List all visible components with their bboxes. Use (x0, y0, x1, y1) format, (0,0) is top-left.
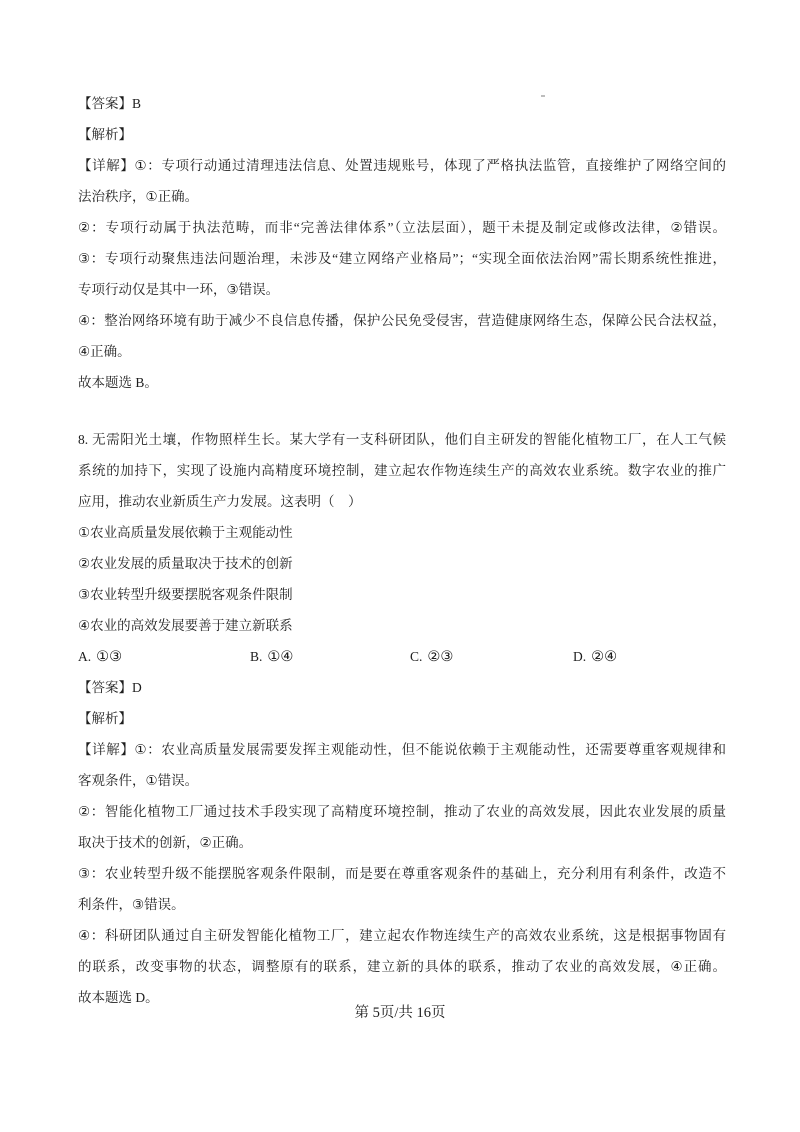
option-value: ②③ (427, 649, 454, 665)
option-label: D. (573, 649, 587, 664)
detail-line: 的联系，改变事物的状态，调整原有的联系，建立新的具体的联系，推动了农业的高效发展，④正确。 (78, 959, 726, 974)
detail-line: ③：农业转型升级不能摆脱客观条件限制，而是要在尊重客观条件的基础上，充分利用有利条件，改造不 (78, 866, 726, 881)
conclusion-line: 故本题选 B。 (78, 375, 158, 390)
option-b (250, 641, 293, 673)
question7-solution (78, 88, 726, 398)
option-d (573, 641, 617, 673)
statement-line: ②农业发展的质量取决于技术的创新 (78, 556, 293, 571)
detail-line: 法治秩序，①正确。 (78, 189, 199, 204)
option-value: ①③ (96, 649, 123, 665)
option-label: C. (410, 649, 423, 664)
question-stem-line: 系统的加持下，实现了设施内高精度环境控制，建立起农作物连续生产的高效农业系统。数字农业的推广 (78, 463, 726, 478)
page-number-indicator: 第 5页/共 16页 (354, 1005, 446, 1021)
question-stem-line: 应用，推动农业新质生产力发展。这表明（ ） (78, 494, 362, 509)
options-row (78, 641, 726, 672)
section-gap (78, 398, 726, 424)
statement-line: ④农业的高效发展要善于建立新联系 (78, 618, 293, 633)
option-label: A. (78, 649, 92, 664)
question-stem-line: 8. 无需阳光土壤，作物照样生长。某大学有一支科研团队，他们自主研发的智能化植物工厂，在人工气候 (78, 432, 726, 447)
detail-line: 专项行动仅是其中一环，③错误。 (78, 282, 280, 297)
detail-line: ②：专项行动属于执法范畴，而非“完善法律体系”（立法层面），题干未提及制定或修改法律，②错误。 (78, 220, 726, 235)
answer-line: 【答案】D (78, 680, 142, 695)
detail-line: ②：智能化植物工厂通过技术手段实现了高精度环境控制，推动了农业的高效发展，因此农业发展的质量 (78, 804, 726, 819)
analysis-label: 【解析】 (78, 127, 132, 142)
detail-line: 取决于技术的创新，②正确。 (78, 835, 253, 850)
conclusion-line: 故本题选 D。 (78, 990, 159, 1005)
page-footer (0, 1001, 800, 1022)
detail-line: 【详解】①：专项行动通过清理违法信息、处置违规账号，体现了严格执法监管，直接维护了网络空间的 (78, 158, 726, 173)
detail-line: ③：专项行动聚焦违法问题治理，未涉及“建立网络产业格局”；“实现全面依法治网”需长期系统性推进， (78, 251, 726, 266)
question8 (78, 424, 726, 1013)
detail-line: 客观条件，①错误。 (78, 773, 199, 788)
detail-line: 【详解】①：农业高质量发展需要发挥主观能动性，但不能说依赖于主观能动性，还需要尊重客观规律和 (78, 742, 726, 757)
answer-line: 【答案】B (78, 96, 142, 111)
statement-line: ①农业高质量发展依赖于主观能动性 (78, 525, 293, 540)
statement-line: ③农业转型升级要摆脱客观条件限制 (78, 587, 293, 602)
detail-line: ④正确。 (78, 344, 131, 359)
page-content (78, 88, 726, 1013)
detail-line: ④：科研团队通过自主研发智能化植物工厂，建立起农作物连续生产的高效农业系统，这是根据事物固有 (78, 928, 726, 943)
option-a (78, 641, 122, 673)
option-value: ②④ (591, 649, 618, 665)
option-label: B. (250, 649, 263, 664)
detail-line: 利条件，③错误。 (78, 897, 185, 912)
option-c (410, 641, 453, 673)
detail-line: ④：整治网络环境有助于减少不良信息传播，保护公民免受侵害，营造健康网络生态，保障公民合法权益， (78, 313, 726, 328)
option-value: ①④ (267, 649, 294, 665)
analysis-label: 【解析】 (78, 711, 132, 726)
